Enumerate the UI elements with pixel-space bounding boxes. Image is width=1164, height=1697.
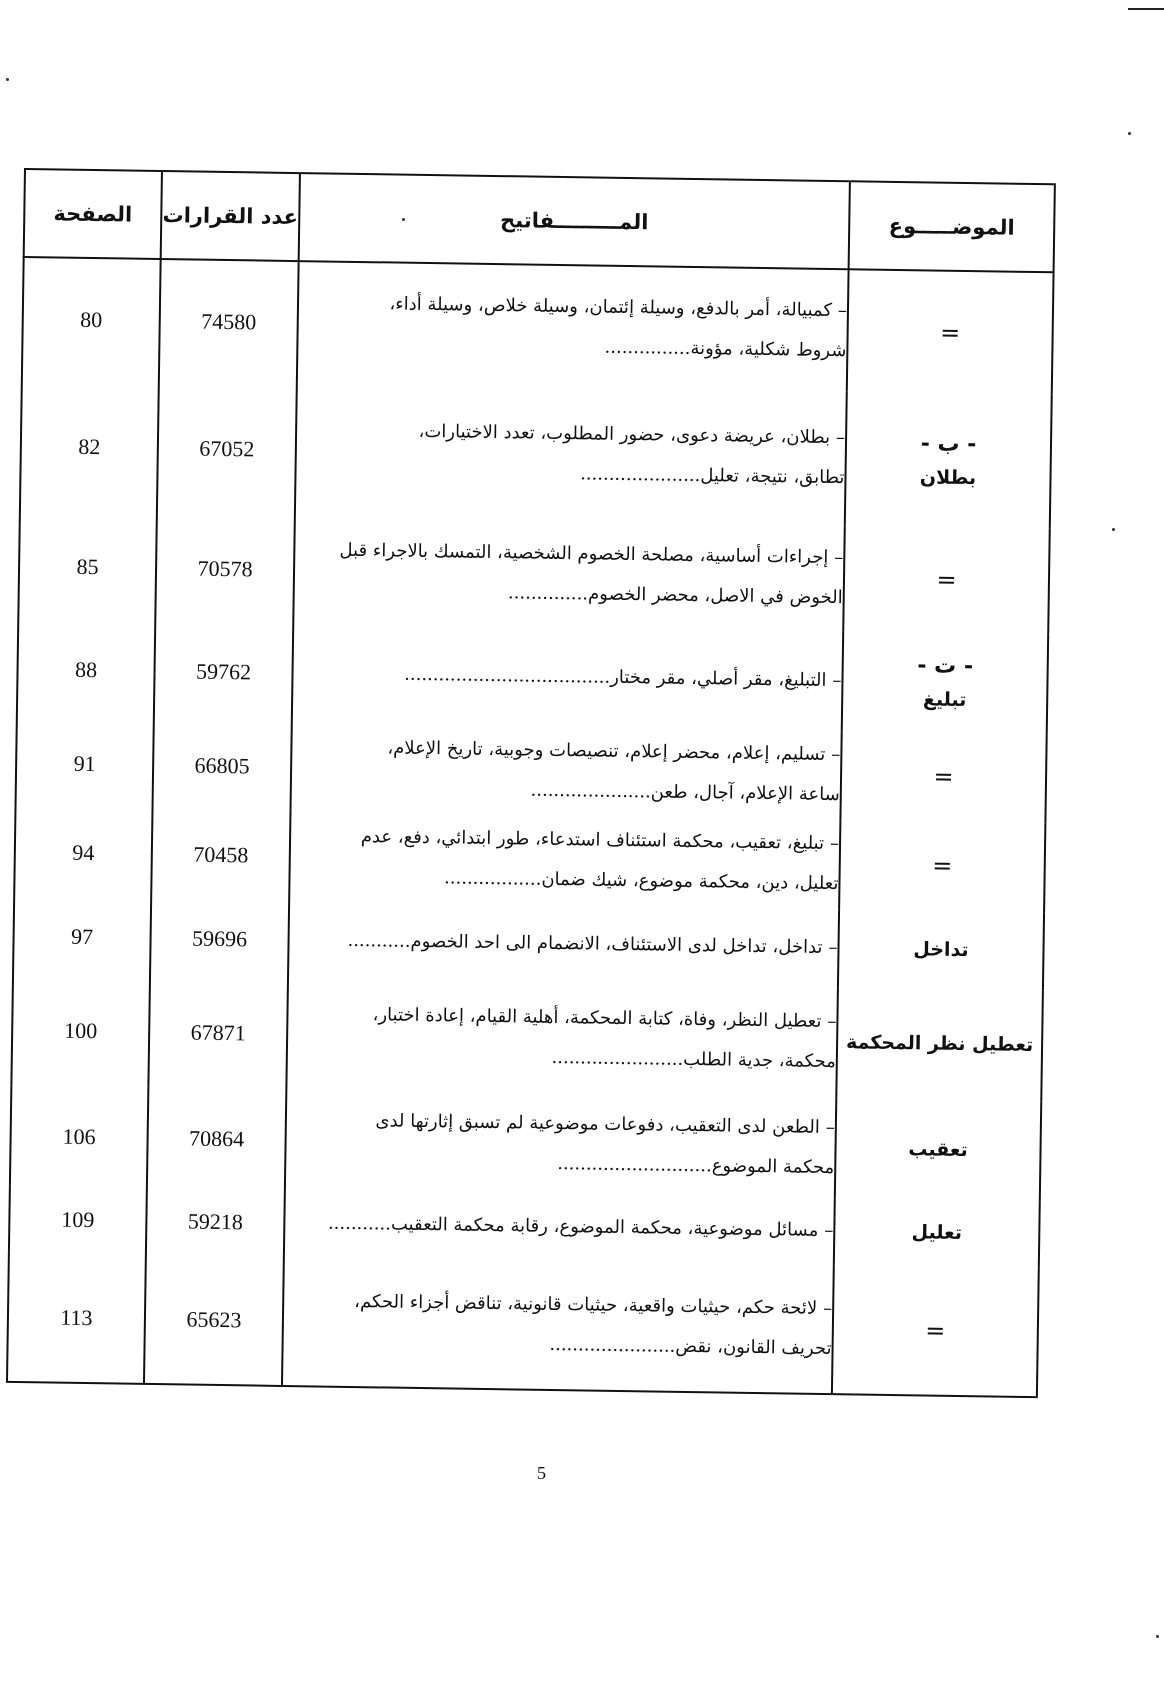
row-keys	[282, 1257, 834, 1394]
keys-text: الطعن لدى التعقيب، دفوعات موضوعية لم تسبق إثارتها لدى	[375, 1110, 821, 1138]
row-subject	[834, 1198, 1040, 1268]
scan-speck	[1156, 1635, 1159, 1638]
scan-speck	[1112, 528, 1115, 531]
table-row	[13, 897, 1044, 990]
subject-label: تبليغ	[922, 688, 967, 712]
leader-dots: ...........................	[557, 1153, 712, 1177]
row-decision-number: 59762	[154, 621, 293, 723]
row-page: 106	[10, 1086, 148, 1188]
row-subject	[842, 631, 1048, 734]
row-page: 97	[13, 897, 151, 977]
dash-marker: –	[829, 833, 840, 855]
scan-speck	[1128, 132, 1131, 135]
page-number: 5	[537, 1463, 546, 1483]
table-body	[7, 257, 1054, 1397]
table-row	[11, 975, 1043, 1102]
row-page: 80	[22, 257, 161, 381]
keys-text: كمبيالة، أمر بالدفع، وسيلة إئتمان، وسيلة خلاص، وسيلة أداء،	[389, 293, 833, 321]
dash-marker: –	[832, 669, 842, 691]
index-table-container	[6, 168, 1054, 1398]
keys-line	[286, 1140, 835, 1188]
keys-text: محكمة، جدية الطلب	[683, 1049, 836, 1073]
row-page: 88	[17, 619, 155, 721]
leader-dots: .................	[443, 867, 542, 891]
row-decision-number: 70578	[155, 515, 295, 623]
subject-label: تعليل	[911, 1221, 963, 1245]
section-letter: - ت -	[917, 653, 974, 680]
row-page: 113	[7, 1253, 146, 1384]
scan-speck	[6, 78, 9, 81]
row-page: 91	[16, 719, 154, 810]
row-decision-number: 59696	[150, 899, 289, 979]
subject-label: =	[936, 565, 957, 594]
table-row	[22, 257, 1054, 395]
row-subject	[840, 731, 1046, 823]
table-row	[20, 379, 1052, 528]
keys-text: التبليغ، مقر أصلي، مقر مختار	[610, 666, 827, 691]
keys-line	[295, 530, 844, 578]
row-decision-number: 66805	[152, 721, 291, 812]
row-decision-number: 59218	[146, 1188, 285, 1257]
row-decision-number: 67871	[148, 977, 288, 1090]
row-keys	[285, 1090, 836, 1198]
leader-dots: .......................	[551, 1047, 684, 1071]
row-keys	[293, 517, 845, 631]
table-row	[14, 808, 1045, 912]
keys-text: مسائل موضوعية، محكمة الموضوع، رقابة محكمة التعقيب	[390, 1214, 819, 1242]
keys-text: لائحة حكم، حيثيات واقعية، حيثيات قانونية، تناقض أجزاء الحكم،	[354, 1290, 818, 1319]
row-page: 82	[20, 379, 159, 515]
keys-line	[293, 653, 842, 701]
row-keys	[295, 383, 847, 525]
leader-dots: ...........	[327, 1213, 392, 1236]
leader-dots: ..............	[507, 581, 589, 605]
row-decision-number: 70864	[147, 1088, 286, 1190]
row-page: 94	[14, 808, 152, 899]
subject-label: =	[925, 1316, 946, 1345]
row-subject	[845, 392, 1052, 529]
keys-text: محكمة الموضوع	[711, 1155, 835, 1179]
subject-label: بطلان	[919, 465, 977, 489]
keys-line	[288, 1034, 837, 1082]
dash-marker: –	[823, 1297, 833, 1320]
row-decision-number: 70458	[151, 810, 290, 901]
keys-text: تحريف القانون، نقض	[675, 1335, 832, 1360]
keys-text: شروط شكلية، مؤونة	[690, 337, 847, 361]
row-keys	[290, 723, 841, 820]
keys-line	[298, 323, 847, 371]
keys-line	[284, 1281, 833, 1329]
row-subject	[838, 909, 1044, 990]
leader-dots: ...............	[604, 336, 691, 359]
row-keys	[289, 812, 840, 909]
leader-dots: ...........	[347, 929, 411, 952]
row-decision-number: 74580	[159, 259, 299, 383]
subject-label: تعقيب	[908, 1138, 968, 1162]
dash-marker: –	[835, 427, 846, 449]
dash-marker: –	[825, 1117, 836, 1139]
keys-line	[289, 920, 838, 968]
row-subject	[836, 987, 1043, 1101]
keys-text: ساعة الإعلام، آجال، طعن	[650, 781, 840, 806]
keys-line	[296, 450, 845, 498]
keys-text: تعطيل النظر، وفاة، كتابة المحكمة، أهلية القيام، إعادة اختبار،	[372, 1004, 822, 1033]
table-row	[7, 1253, 1039, 1397]
keys-text: تداخل، تداخل لدى الاستئناف، الانضمام الى احد الخصوم	[410, 930, 823, 958]
section-letter: - ب -	[920, 430, 977, 457]
row-page: 109	[9, 1186, 147, 1255]
row-subject	[835, 1098, 1041, 1201]
row-keys	[288, 901, 839, 987]
keys-line	[292, 767, 841, 815]
leader-dots: .....................	[530, 779, 651, 803]
dash-marker: –	[831, 744, 841, 766]
table-row	[10, 1086, 1041, 1201]
keys-text: تعليل، دين، محكمة موضوع، شيك ضمان	[541, 869, 839, 895]
dash-marker: –	[828, 936, 838, 958]
leader-dots: ....................................	[404, 663, 611, 688]
row-keys	[297, 261, 849, 392]
row-keys	[292, 623, 843, 731]
header-page: الصفحة	[24, 169, 162, 259]
row-page: 85	[18, 513, 157, 621]
keys-text: الخوض في الاصل، محضر الخصوم	[587, 583, 843, 608]
keys-text: تطابق، نتيجة، تعليل	[700, 465, 845, 489]
row-subject	[847, 269, 1054, 394]
row-keys	[286, 979, 838, 1098]
dash-marker: –	[834, 546, 844, 568]
scan-edge-mark	[1128, 8, 1164, 10]
keys-line	[283, 1321, 832, 1369]
keys-line	[285, 1203, 834, 1251]
row-subject	[839, 820, 1045, 912]
header-subject: الموضـــــوع	[849, 181, 1055, 272]
subject-label: =	[939, 318, 961, 347]
dash-marker: –	[837, 299, 848, 321]
table-row	[17, 619, 1048, 734]
table-row	[18, 513, 1049, 634]
subject-label: تعطيل نظر المحكمة	[845, 1031, 1034, 1057]
table-header	[24, 169, 1055, 272]
row-subject	[832, 1265, 1039, 1397]
dash-marker: –	[827, 1011, 837, 1033]
subject-label: =	[931, 851, 953, 881]
keys-text: إجراءات أساسية، مصلحة الخصوم الشخصية، التمسك بالاجراء قبل	[339, 539, 829, 568]
dash-marker: –	[824, 1220, 834, 1242]
leader-dots: .....................	[580, 463, 701, 487]
row-decision-number: 65623	[144, 1255, 284, 1386]
keys-line	[290, 856, 839, 904]
keys-line	[291, 816, 840, 864]
row-subject	[843, 525, 1050, 634]
keys-text: تسليم، إعلام، محضر إعلام، تنصيصات وجوبية، تاريخ الإعلام،	[387, 737, 826, 766]
header-decision-number: عدد القرارات	[161, 171, 300, 261]
keys-text: بطلان، عريضة دعوى، حضور المطلوب، تعدد الاختيارات،	[418, 421, 831, 449]
row-decision-number: 67052	[157, 381, 297, 517]
subject-label: تداخل	[913, 937, 969, 961]
keys-text: تبليغ، تعقيب، محكمة استئناف استدعاء، طور ابتدائي، دفع، عدم	[360, 826, 825, 855]
table-row	[16, 719, 1047, 823]
keys-line	[294, 570, 843, 618]
subject-label: =	[933, 762, 954, 792]
index-table	[6, 168, 1056, 1398]
row-keys	[284, 1190, 835, 1265]
header-keys: المـــــــــفاتيح	[299, 173, 850, 269]
row-page: 100	[11, 975, 150, 1088]
leader-dots: ......................	[549, 1333, 676, 1357]
